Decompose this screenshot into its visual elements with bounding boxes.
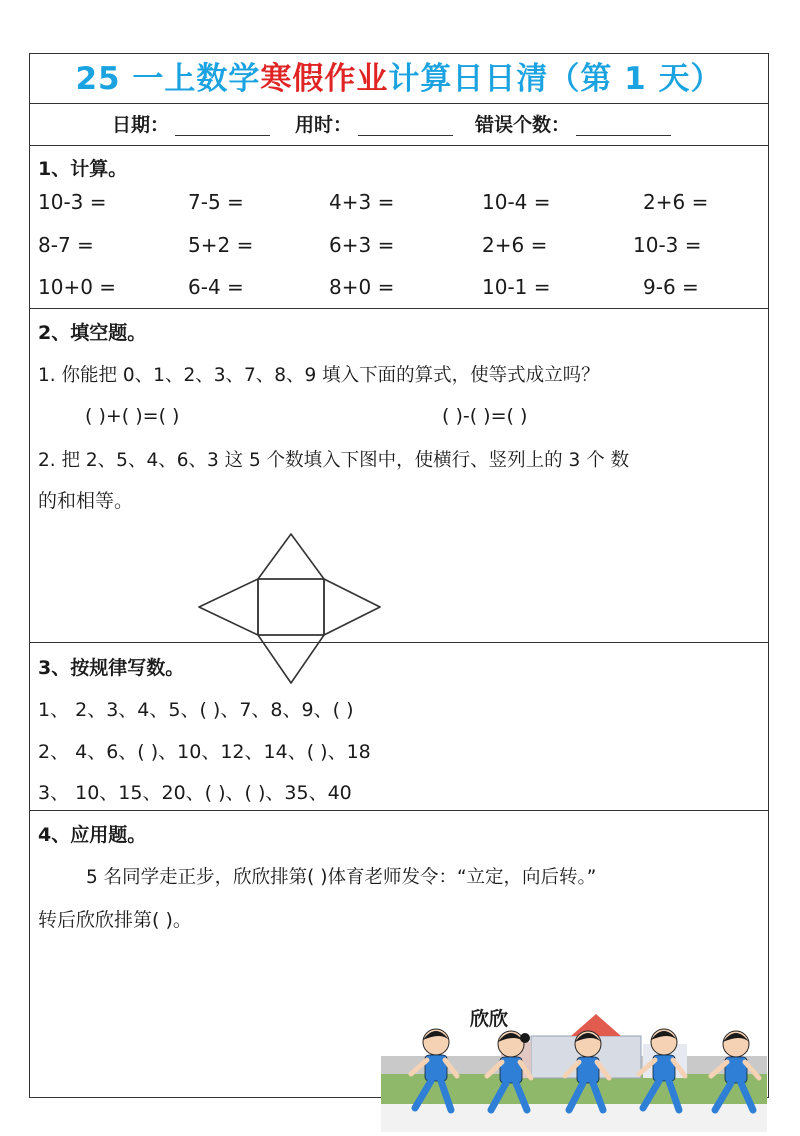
title-part-2: 寒假作业 xyxy=(260,61,389,97)
calc-item: 10-3 = xyxy=(633,233,702,257)
question-2-line2: 的和相等。 xyxy=(38,490,134,512)
title-row xyxy=(30,54,768,104)
calc-item: 8-7 = xyxy=(38,233,94,257)
worksheet xyxy=(29,53,769,1098)
section-word-problem xyxy=(30,811,768,1099)
problem-line1: 5 名同学走正步，欣欣排第( )体育老师发令：“立定，向后转。” xyxy=(86,867,597,888)
section3-heading: 3、按规律写数。 xyxy=(38,657,185,679)
pattern-item-3: 3、 10、15、20、( )、( )、35、40 xyxy=(38,782,352,804)
calc-item: 6-4 = xyxy=(188,275,244,299)
section2-heading: 2、填空题。 xyxy=(38,322,147,344)
problem-line2: 转后欣欣排第( )。 xyxy=(38,909,192,931)
section4-heading: 4、应用题。 xyxy=(38,824,147,846)
equation-subtraction: ( )-( )=( ) xyxy=(442,405,528,427)
time-label: 用时： xyxy=(295,114,353,136)
pattern-item-1: 1、 2、3、4、5、( )、7、8、9、( ) xyxy=(38,699,354,721)
question-1: 1. 你能把 0、1、2、3、7、8、9 填入下面的算式，使等式成立吗？ xyxy=(38,365,600,386)
date-blank[interactable] xyxy=(175,115,270,136)
calc-item: 7-5 = xyxy=(188,190,244,214)
date-label: 日期： xyxy=(112,114,170,136)
errors-label: 错误个数： xyxy=(475,114,571,136)
section-calculation xyxy=(30,146,768,309)
calc-item: 9-6 = xyxy=(643,275,699,299)
calc-item: 8+0 = xyxy=(329,275,395,299)
xinxin-label: 欣欣 xyxy=(470,1008,509,1030)
section1-heading: 1、计算。 xyxy=(38,158,128,180)
errors-field[interactable] xyxy=(475,104,671,146)
center-square xyxy=(258,579,324,635)
equation-addition: ( )+( )=( ) xyxy=(85,405,180,427)
calc-item: 10-4 = xyxy=(482,190,551,214)
section-fill-blank xyxy=(30,309,768,643)
calc-item: 2+6 = xyxy=(643,190,709,214)
calc-item: 10+0 = xyxy=(38,275,117,299)
pattern-item-2: 2、 4、6、( )、10、12、14、( )、18 xyxy=(38,741,371,763)
time-blank[interactable] xyxy=(358,115,453,136)
students-illustration xyxy=(381,1004,767,1132)
calc-item: 4+3 = xyxy=(329,190,395,214)
errors-blank[interactable] xyxy=(576,115,671,136)
calc-item: 10-3 = xyxy=(38,190,107,214)
title-part-3: 计算日日清（第 1 天） xyxy=(388,61,723,97)
info-row xyxy=(30,104,768,146)
top-triangle xyxy=(258,534,324,579)
ground xyxy=(381,1104,767,1132)
time-field[interactable] xyxy=(295,104,453,146)
calc-item: 10-1 = xyxy=(482,275,551,299)
left-triangle xyxy=(199,579,258,635)
calc-item: 2+6 = xyxy=(482,233,548,257)
question-2-line1: 2. 把 2、5、4、6、3 这 5 个数填入下图中，使横行、竖列上的 3 个 数 xyxy=(38,450,630,471)
page-title xyxy=(30,54,768,104)
title-part-1: 25 一上数学 xyxy=(75,61,261,97)
calc-item: 5+2 = xyxy=(188,233,254,257)
building-roof xyxy=(571,1014,621,1036)
right-triangle xyxy=(324,579,380,635)
calc-item: 6+3 = xyxy=(329,233,395,257)
date-field[interactable] xyxy=(112,104,270,146)
section-patterns xyxy=(30,643,768,811)
